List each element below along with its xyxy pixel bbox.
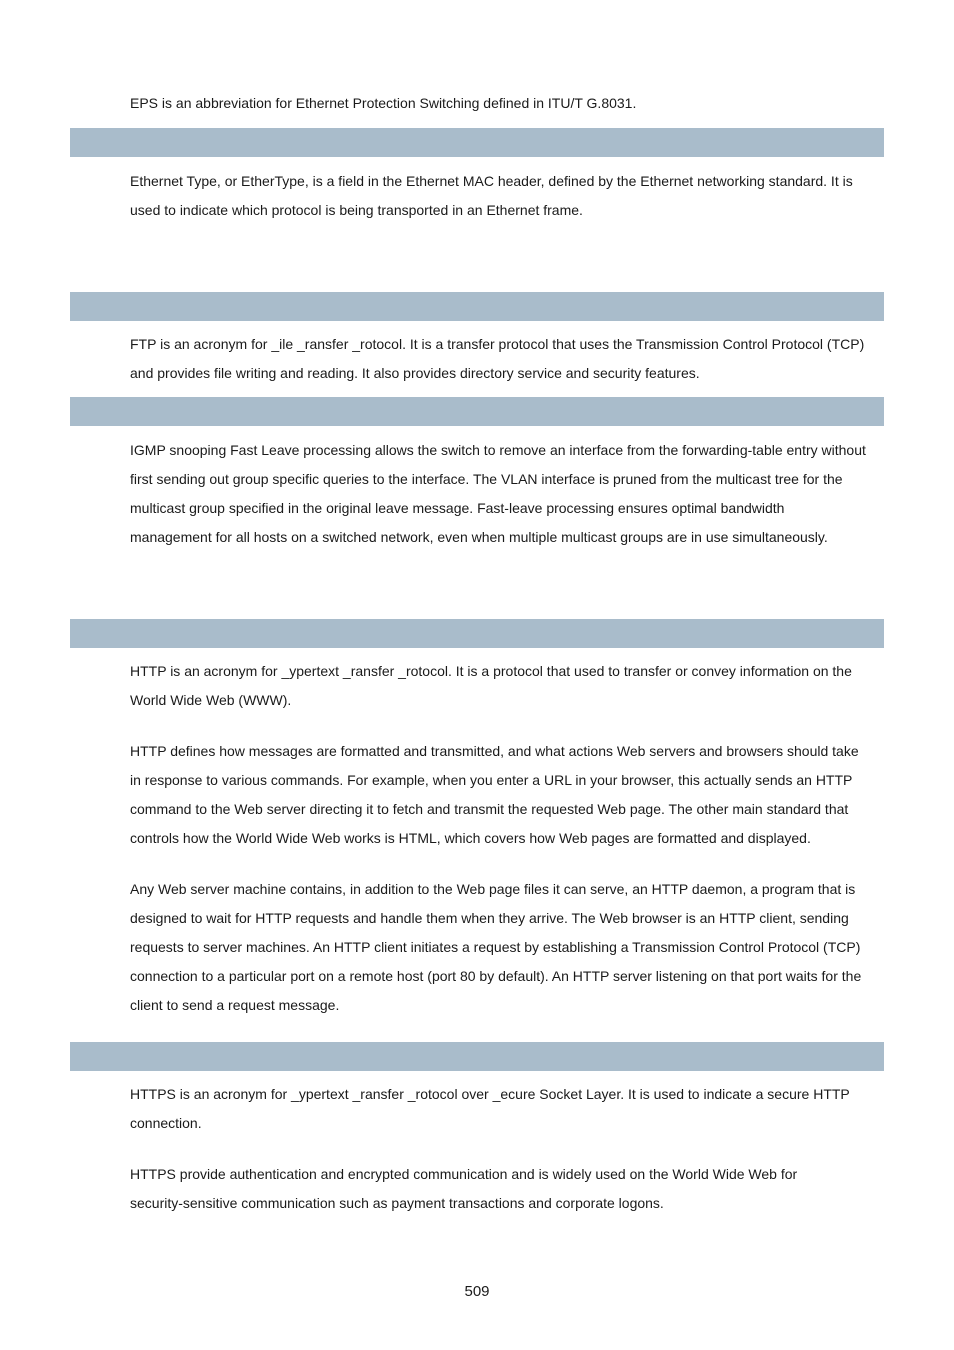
- text-line: management for all hosts on a switched network, even when multiple multicast groups are in use simultaneously.: [130, 529, 828, 545]
- text-line: used to indicate which protocol is being transported in an Ethernet frame.: [130, 202, 583, 218]
- text-line: EPS is an abbreviation for Ethernet Protection Switching defined in ITU/T G.8031.: [130, 95, 637, 111]
- text-line: connection to a particular port on a remote host (port 80 by default). An HTTP server listening on that port waits for the: [130, 968, 862, 984]
- text-line: command to the Web server directing it to fetch and transmit the requested Web page. The other main standard that: [130, 801, 849, 817]
- text-line: requests to server machines. An HTTP client initiates a request by establishing a Transmission Control Protocol (TCP): [130, 939, 861, 955]
- https-paragraph-1: [130, 1080, 890, 1138]
- https-paragraph-2: [130, 1160, 890, 1218]
- section-header-bar-https: [70, 1042, 884, 1071]
- http-paragraph-2: [130, 737, 890, 853]
- ethertype-paragraph: [130, 167, 890, 225]
- fast-leave-paragraph: [130, 436, 890, 552]
- page-number: 509: [464, 1283, 490, 1300]
- text-line: client to send a request message.: [130, 997, 340, 1013]
- text-line: and provides file writing and reading. It also provides directory service and security features.: [130, 365, 700, 381]
- section-header-bar-fast-leave: [70, 397, 884, 426]
- text-line: Ethernet Type, or EtherType, is a field in the Ethernet MAC header, defined by the Ethernet networking standard. It is: [130, 173, 853, 189]
- text-line: World Wide Web (WWW).: [130, 692, 292, 708]
- section-header-bar-http: [70, 619, 884, 648]
- ftp-paragraph: [130, 330, 890, 388]
- text-line: IGMP snooping Fast Leave processing allows the switch to remove an interface from the forwarding-table entry without: [130, 442, 866, 458]
- text-line: HTTP defines how messages are formatted and transmitted, and what actions Web servers and browsers should take: [130, 743, 859, 759]
- text-line: first sending out group specific queries to the interface. The VLAN interface is pruned from the multicast tree for the: [130, 471, 843, 487]
- text-line: HTTP is an acronym for _ypertext _ransfer _rotocol. It is a protocol that used to transfer or convey information on the: [130, 663, 852, 679]
- section-header-bar-ftp: [70, 292, 884, 321]
- eps-paragraph: [130, 89, 890, 118]
- text-line: FTP is an acronym for _ile _ransfer _rotocol. It is a transfer protocol that uses the Transmission Control Protocol (TCP): [130, 336, 865, 352]
- text-line: designed to wait for HTTP requests and handle them when they arrive. The Web browser is an HTTP client, sending: [130, 910, 849, 926]
- http-paragraph-1: [130, 657, 890, 715]
- text-line: Any Web server machine contains, in addition to the Web page files it can serve, an HTTP daemon, a program that is: [130, 881, 856, 897]
- text-line: connection.: [130, 1115, 202, 1131]
- text-line: HTTPS is an acronym for _ypertext _ransfer _rotocol over _ecure Socket Layer. It is used to indicate a secure HTTP: [130, 1086, 850, 1102]
- text-line: security-sensitive communication such as payment transactions and corporate logons.: [130, 1195, 664, 1211]
- text-line: controls how the World Wide Web works is HTML, which covers how Web pages are formatted and displayed.: [130, 830, 811, 846]
- http-paragraph-3: [130, 875, 890, 1020]
- text-line: multicast group specified in the original leave message. Fast-leave processing ensures optimal bandwidth: [130, 500, 785, 516]
- text-line: HTTPS provide authentication and encrypted communication and is widely used on the World Wide Web for: [130, 1166, 798, 1182]
- section-header-bar-ethertype: [70, 128, 884, 157]
- text-line: in response to various commands. For example, when you enter a URL in your browser, this actually sends an HTTP: [130, 772, 853, 788]
